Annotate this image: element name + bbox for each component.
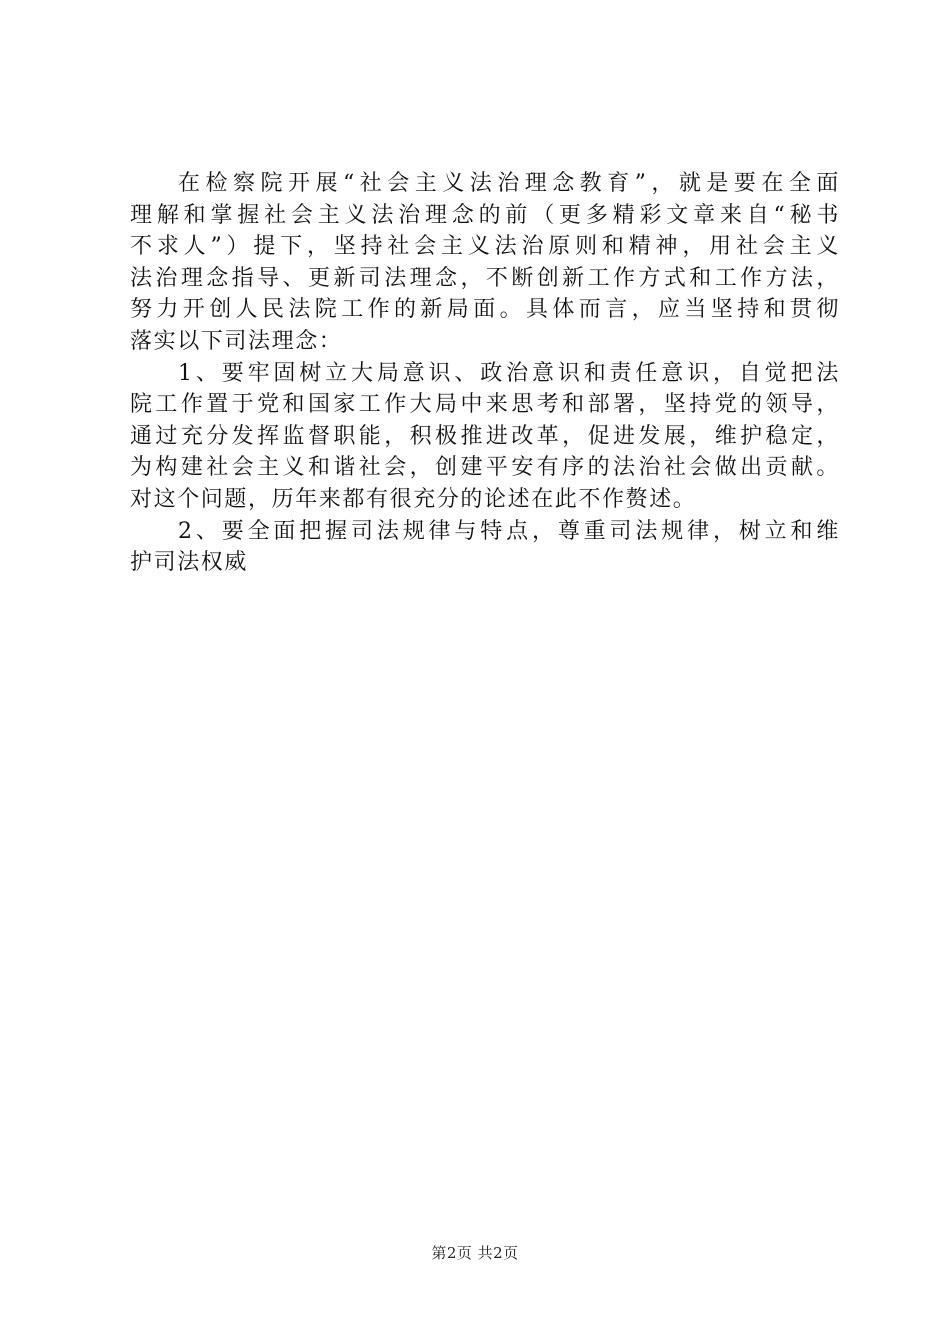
page-number-footer: 第2页 共2页 (431, 1244, 519, 1262)
text-line: 院工作置于党和国家工作大局中来思考和部署，坚持党的领导， (130, 392, 840, 418)
text-line: 通过充分发挥监督职能，积极推进改革，促进发展，维护稳定， (130, 423, 840, 449)
text-line: 落实以下司法理念： (130, 328, 343, 354)
text-line: 为构建社会主义和谐社会，创建平安有序的法治社会做出贡献。 (130, 455, 840, 481)
text-line: 法治理念指导、更新司法理念，不断创新工作方式和工作方法， (130, 265, 840, 291)
text-line: 理解和掌握社会主义法治理念的前（更多精彩文章来自“秘书 (130, 202, 840, 228)
text-line: 1、要牢固树立大局意识、政治意识和责任意识，自觉把法 (178, 360, 840, 386)
text-line: 努力开创人民法院工作的新局面。具体而言，应当坚持和贯彻 (130, 297, 840, 323)
text-line: 不求人”）提下，坚持社会主义法治原则和精神，用社会主义 (130, 234, 840, 260)
text-line: 对这个问题，历年来都有很充分的论述在此不作赘述。 (130, 486, 697, 512)
text-line: 在检察院开展“社会主义法治理念教育”，就是要在全面 (178, 171, 840, 196)
text-line: 2、要全面把握司法规律与特点，尊重司法规律，树立和维 (178, 518, 840, 544)
text-line: 护司法权威 (130, 550, 249, 576)
document-body (130, 168, 840, 579)
